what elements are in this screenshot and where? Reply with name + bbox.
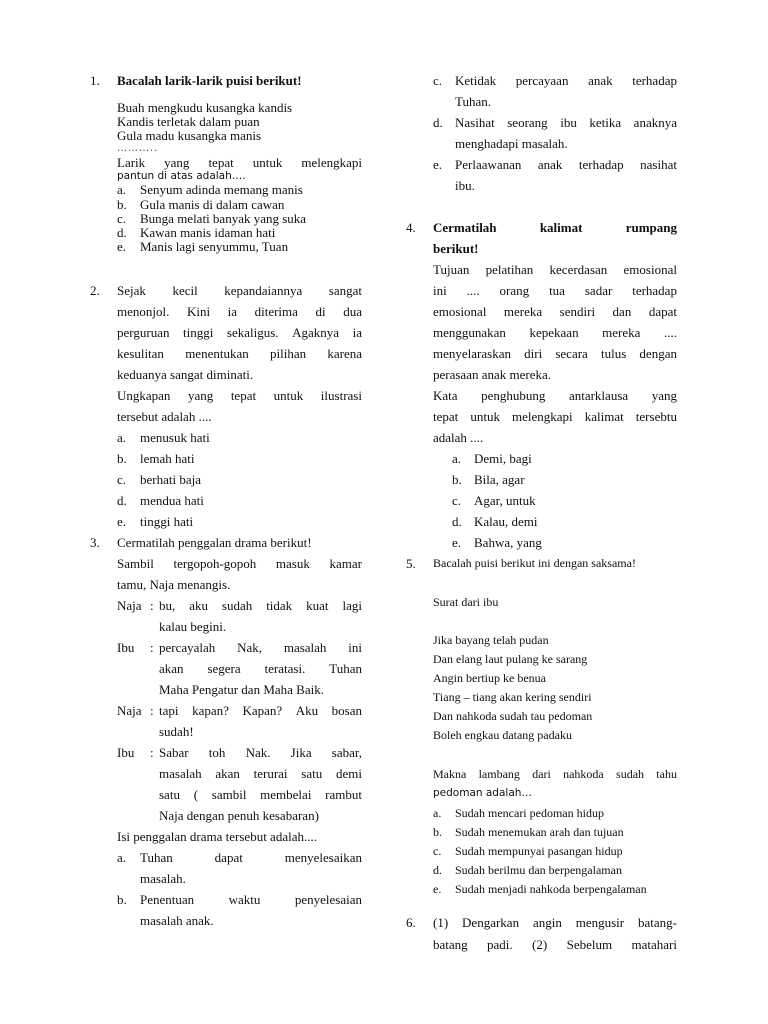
word: percayaan: [515, 73, 569, 88]
word: Tuhan: [140, 850, 173, 865]
paragraph-line: [433, 346, 677, 361]
question-text-line: [117, 155, 362, 170]
option-text: Kalau, demi: [474, 514, 538, 529]
word: toh: [208, 745, 226, 760]
word: sudah: [616, 767, 645, 781]
option-text: menghadapi masalah.: [455, 136, 568, 151]
paragraph-line: [433, 325, 677, 340]
word: lagi: [342, 598, 362, 613]
word: anaknya: [633, 115, 677, 130]
word: ibu: [560, 115, 577, 130]
word: waktu: [228, 892, 261, 907]
option-text: Sudah menemukan arah dan tujuan: [455, 825, 624, 839]
word: Larik: [117, 155, 146, 170]
word: akan: [159, 661, 184, 676]
word: seorang: [507, 115, 548, 130]
word: Aku: [295, 703, 319, 718]
word: Dengarkan: [462, 915, 520, 930]
word: secara: [555, 346, 588, 361]
word: sudah: [221, 598, 253, 613]
word: Kini: [186, 304, 211, 319]
word: kuat: [306, 598, 329, 613]
option-letter: c.: [117, 211, 127, 226]
word: sangat: [328, 283, 362, 298]
word: menggunakan: [433, 325, 506, 340]
word: lambang: [478, 767, 520, 781]
poem-line: Boleh engkau datang padaku: [433, 728, 572, 742]
word: kalimat: [584, 409, 624, 424]
word: pilihan: [269, 346, 307, 361]
option-text: Kawan manis idaman hati: [140, 225, 276, 240]
word: membelai: [260, 787, 312, 802]
word: Ungkapan: [117, 388, 171, 403]
question-number: 4.: [406, 220, 416, 235]
word: Sejak: [117, 283, 146, 298]
option-text: Sudah menjadi nahkoda berpengalaman: [455, 882, 647, 896]
question-text-line: pedoman adalah…: [433, 787, 532, 799]
word: kapan?: [192, 703, 229, 718]
word: yang: [187, 388, 214, 403]
poem-line: Buah mengkudu kusangka kandis: [117, 100, 293, 115]
word: tepat: [230, 388, 257, 403]
option-text: mendua hati: [140, 493, 204, 508]
question-instruction: berikut!: [433, 241, 479, 256]
word: tergopoh-gopoh: [173, 556, 257, 571]
question-text-line: [433, 409, 677, 424]
word: Tuhan: [329, 661, 362, 676]
word: Ketidak: [455, 73, 497, 88]
word: Sabar: [159, 745, 189, 760]
word: menyelesaikan: [284, 850, 362, 865]
question-text-line: pantun di atas adalah….: [117, 170, 246, 182]
dialog-line: [159, 703, 362, 718]
word: menentukan: [185, 346, 249, 361]
word: diterima: [254, 304, 298, 319]
option-text: [140, 892, 362, 907]
word: melengkapi: [301, 155, 362, 170]
question-number: 1.: [90, 73, 100, 88]
word: sambil: [211, 787, 247, 802]
word: terhadap: [632, 283, 677, 298]
question-instruction: [433, 220, 677, 235]
word: sekaligus.: [226, 325, 279, 340]
word: Sebelum: [566, 937, 613, 952]
option-text: Agar, untuk: [474, 493, 536, 508]
option-letter: d.: [117, 493, 127, 508]
word: tepat: [208, 155, 234, 170]
question-number: 6.: [406, 915, 416, 930]
word: (2): [532, 937, 548, 952]
dialog-speaker: Naja: [117, 703, 142, 718]
option-letter: e.: [117, 514, 127, 529]
word: demi: [335, 766, 362, 781]
option-letter: a.: [452, 451, 462, 466]
word: untuk: [470, 409, 500, 424]
poem-line: Tiang – tiang akan kering sendiri: [433, 690, 592, 704]
dialog-speaker: Ibu: [117, 640, 135, 655]
dialog-colon: :: [150, 640, 154, 655]
word: angin: [532, 915, 562, 930]
option-letter: b.: [117, 892, 127, 907]
word: kalimat: [539, 220, 583, 235]
paragraph-line: [117, 556, 362, 571]
word: satu: [301, 766, 323, 781]
dialog-line: [159, 766, 362, 781]
option-text: Bunga melati banyak yang suka: [140, 211, 307, 226]
option-letter: e.: [433, 157, 443, 172]
word: sabar,: [331, 745, 362, 760]
word: bu,: [159, 598, 176, 613]
question-number: 2.: [90, 283, 100, 298]
word: masuk: [275, 556, 310, 571]
option-text: [455, 73, 677, 88]
word: dengan: [639, 346, 677, 361]
option-text: menusuk hati: [140, 430, 210, 445]
paragraph-line: [433, 915, 677, 930]
option-letter: a.: [433, 806, 442, 820]
word: ini: [348, 640, 362, 655]
word: padi.: [487, 937, 513, 952]
word: ia: [352, 325, 362, 340]
word: emosional: [623, 262, 677, 277]
word: satu: [159, 787, 180, 802]
word: antarklausa: [568, 388, 629, 403]
option-text: ibu.: [455, 178, 475, 193]
word: sendiri: [559, 304, 596, 319]
option-letter: c.: [433, 844, 442, 858]
option-text: Senyum adinda memang manis: [140, 182, 303, 197]
question-text-line: [117, 388, 362, 403]
word: untuk: [252, 155, 283, 170]
dialog-colon: :: [150, 745, 154, 760]
question-text-line: Isi penggalan drama tersebut adalah....: [117, 829, 317, 844]
word: Sambil: [117, 556, 154, 571]
dialog-line: Maha Pengatur dan Maha Baik.: [159, 682, 324, 697]
paragraph-line: [117, 304, 362, 319]
option-text: Demi, bagi: [474, 451, 532, 466]
word: teratasi.: [264, 661, 306, 676]
word: terhadap: [578, 157, 624, 172]
poem-line: Dan elang laut pulang ke sarang: [433, 652, 588, 666]
word: bosan: [331, 703, 362, 718]
word: tepat: [433, 409, 459, 424]
option-letter: b.: [433, 825, 442, 839]
word: yang: [164, 155, 190, 170]
word: mengusir: [575, 915, 625, 930]
word: ketika: [589, 115, 622, 130]
dialog-colon: :: [150, 703, 154, 718]
word: Tujuan: [433, 262, 470, 277]
word: nahkoda: [563, 767, 604, 781]
word: aku: [189, 598, 208, 613]
word: tua: [549, 283, 565, 298]
question-instruction: Cermatilah penggalan drama berikut!: [117, 535, 312, 550]
word: terhadap: [632, 73, 677, 88]
word: kecil: [172, 283, 198, 298]
option-letter: c.: [117, 472, 127, 487]
option-text: Sudah mempunyai pasangan hidup: [455, 844, 623, 858]
word: nasihat: [640, 157, 677, 172]
question-text-line: [433, 767, 677, 782]
poem-line: Kandis terletak dalam puan: [117, 114, 260, 129]
word: diri: [524, 346, 543, 361]
word: untuk: [273, 388, 304, 403]
dialog-colon: :: [150, 598, 154, 613]
option-letter: e.: [433, 882, 442, 896]
word: (: [193, 787, 199, 802]
word: masalah: [159, 766, 202, 781]
paragraph-line: [433, 283, 677, 298]
option-text: Bila, agar: [474, 472, 525, 487]
word: tersebtu: [635, 409, 677, 424]
option-text: Bahwa, yang: [474, 535, 542, 550]
word: batang-: [637, 915, 677, 930]
option-letter: d.: [117, 225, 127, 240]
paragraph-line: perasaan anak mereka.: [433, 367, 552, 382]
word: dari: [532, 767, 551, 781]
word: perguruan: [117, 325, 170, 340]
word: Cermatilah: [433, 220, 497, 235]
paragraph-line: [433, 937, 677, 952]
option-letter: c.: [452, 493, 462, 508]
word: Kapan?: [242, 703, 283, 718]
option-text: [455, 157, 677, 172]
word: anak: [588, 73, 613, 88]
word: tapi: [159, 703, 179, 718]
dialog-line: [159, 598, 362, 613]
poem-title: Surat dari ibu: [433, 595, 499, 609]
word: Kata: [433, 388, 458, 403]
word: mereka: [602, 325, 641, 340]
word: anak: [537, 157, 563, 172]
option-text: Tuhan.: [455, 94, 492, 109]
poem-line: Gula madu kusangka manis: [117, 128, 262, 143]
option-text: [140, 850, 362, 865]
word: Nak,: [237, 640, 263, 655]
dialog-line: [159, 745, 362, 760]
question-instruction: Bacalah puisi berikut ini dengan saksama!: [433, 556, 636, 570]
paragraph-line: [117, 346, 362, 361]
word: Makna: [433, 767, 467, 781]
word: kamar: [329, 556, 362, 571]
word: terurai: [253, 766, 288, 781]
option-letter: b.: [452, 472, 462, 487]
word: mereka: [503, 304, 543, 319]
word: rambut: [325, 787, 362, 802]
option-text: masalah.: [140, 871, 186, 886]
word: matahari: [631, 937, 677, 952]
option-text: lemah hati: [140, 451, 195, 466]
word: Jika: [290, 745, 312, 760]
question-number: 3.: [90, 535, 100, 550]
poem-line: Angin bertiup ke benua: [433, 671, 546, 685]
dialog-speaker: Naja: [117, 598, 142, 613]
word: kepekaan: [529, 325, 579, 340]
option-letter: b.: [117, 197, 127, 212]
word: ia: [227, 304, 238, 319]
word: tulus: [600, 346, 627, 361]
option-letter: a.: [117, 430, 127, 445]
option-letter: a.: [117, 850, 127, 865]
question-text-line: tersebut adalah ....: [117, 409, 212, 424]
option-text: Manis lagi senyummu, Tuan: [140, 239, 289, 254]
word: Penentuan: [140, 892, 195, 907]
word: tidak: [266, 598, 293, 613]
paragraph-line: tamu, Naja menangis.: [117, 577, 231, 592]
word: tinggi: [183, 325, 214, 340]
option-letter: c.: [433, 73, 443, 88]
word: pelatihan: [485, 262, 534, 277]
word: di: [315, 304, 326, 319]
dialog-line: Naja dengan penuh kesabaran): [159, 808, 319, 823]
option-letter: e.: [452, 535, 462, 550]
word: emosional: [433, 304, 487, 319]
dialog-line: [159, 787, 362, 802]
word: dapat: [214, 850, 243, 865]
word: sadar: [584, 283, 613, 298]
word: (1): [433, 915, 449, 930]
question-number: 5.: [406, 556, 416, 571]
word: penyelesaian: [294, 892, 362, 907]
word: batang: [433, 937, 468, 952]
word: percayalah: [159, 640, 216, 655]
paragraph-line: [433, 262, 677, 277]
option-letter: e.: [117, 239, 127, 254]
poem-blank-line: ………..: [117, 143, 159, 154]
word: segera: [207, 661, 241, 676]
word: dan: [612, 304, 632, 319]
word: melengkapi: [512, 409, 573, 424]
word: ini: [433, 283, 447, 298]
word: Nak.: [245, 745, 271, 760]
paragraph-line: keduanya sangat diminati.: [117, 367, 254, 382]
word: ilustrasi: [320, 388, 362, 403]
word: menyelaraskan: [433, 346, 511, 361]
word: penghubung: [481, 388, 546, 403]
option-letter: d.: [452, 514, 462, 529]
poem-line: Dan nahkoda sudah tau pedoman: [433, 709, 593, 723]
word: yang: [651, 388, 677, 403]
word: Perlaawanan: [455, 157, 522, 172]
option-letter: d.: [433, 863, 442, 877]
word: Nasihat: [455, 115, 495, 130]
word: akan: [215, 766, 240, 781]
word: kecerdasan: [549, 262, 608, 277]
option-text: berhati baja: [140, 472, 201, 487]
word: ....: [663, 325, 677, 340]
word: karena: [327, 346, 362, 361]
dialog-line: sudah!: [159, 724, 194, 739]
word: Agaknya: [292, 325, 340, 340]
option-letter: a.: [117, 182, 127, 197]
option-letter: b.: [117, 451, 127, 466]
word: kesulitan: [117, 346, 164, 361]
word: dapat: [648, 304, 677, 319]
word: rumpang: [625, 220, 677, 235]
word: dua: [343, 304, 362, 319]
option-text: Gula manis di dalam cawan: [140, 197, 285, 212]
dialog-speaker: Ibu: [117, 745, 135, 760]
question-instruction: Bacalah larik-larik puisi berikut!: [117, 73, 302, 88]
word: menonjol.: [117, 304, 170, 319]
dialog-line: [159, 661, 362, 676]
option-text: masalah anak.: [140, 913, 214, 928]
paragraph-line: [117, 283, 362, 298]
question-text-line: adalah ....: [433, 430, 484, 445]
dialog-line: [159, 640, 362, 655]
word: kepandaiannya: [224, 283, 303, 298]
word: ....: [466, 283, 480, 298]
option-text: [455, 115, 677, 130]
paragraph-line: [433, 304, 677, 319]
option-text: Sudah mencari pedoman hidup: [455, 806, 604, 820]
paragraph-line: [117, 325, 362, 340]
word: masalah: [283, 640, 327, 655]
poem-line: Jika bayang telah pudan: [433, 633, 549, 647]
question-text-line: [433, 388, 677, 403]
option-text: tinggi hati: [140, 514, 194, 529]
dialog-line: kalau begini.: [159, 619, 227, 634]
option-letter: d.: [433, 115, 443, 130]
word: tahu: [656, 767, 677, 781]
option-text: Sudah berilmu dan berpengalaman: [455, 863, 622, 877]
word: orang: [499, 283, 530, 298]
